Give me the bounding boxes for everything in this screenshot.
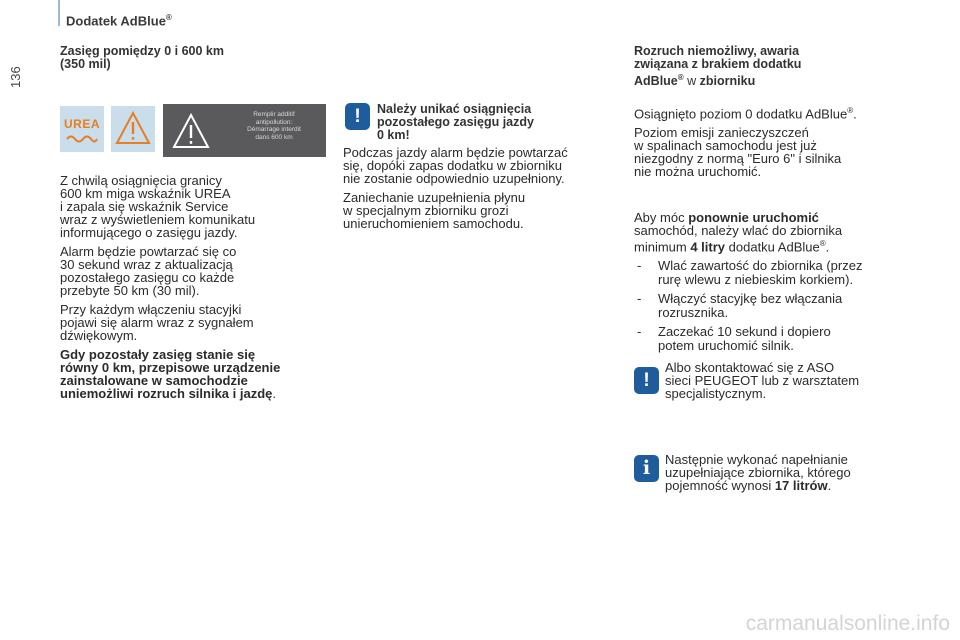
- urea-indicator-tile: [60, 106, 104, 152]
- col2-paragraph-2: Zaniechanie uzupełnienia płynu w specjalnym zbiorniku grozi unieruchomieniem samochodu.: [343, 190, 526, 231]
- col3-paragraph-1: Osiągnięto poziom 0 dodatku AdBlue®.: [634, 106, 857, 122]
- col2-paragraph-1: Podczas jazdy alarm będzie powtarzać się, dopóki zapas dodatku w zbiorniku nie zostanie odpowiednio uzupełniony.: [343, 145, 568, 186]
- dashboard-screen-display: [163, 104, 326, 157]
- screen-message: Remplir additif antipollution: Démarrage interdit dans 600 km: [247, 111, 301, 141]
- warning-triangle-icon: [115, 110, 151, 146]
- list-item: - Zaczekać 10 sekund i dopiero potem uruchomić silnik.: [634, 325, 914, 352]
- section-title-no-start: Rozruch niemożliwy, awaria związana z brakiem dodatku AdBlue® w zbiorniku: [634, 44, 802, 89]
- urea-label: UREA: [63, 117, 100, 131]
- header-title-reg: ®: [165, 13, 172, 22]
- urea-wave-icon: [66, 134, 98, 144]
- page-number: 136: [8, 66, 23, 88]
- col1-bold-paragraph: Gdy pozostały zasięg stanie się równy 0 km, przepisowe urządzenie zainstalowane w samochodzie uniemożliwi rozruch silnika i jazdę.: [60, 347, 281, 401]
- list-item: - Włączyć stacyjkę bez włączania rozrusznika.: [634, 292, 914, 319]
- warning-title: Należy unikać osiągnięcia pozostałego zasięgu jazdy 0 km!: [377, 102, 534, 142]
- col3-paragraph-2: Poziom emisji zanieczyszczeń w spalinach samochodu jest już niezgodny z normą "Euro 6" i silnika nie można uruchomić.: [634, 125, 842, 180]
- warning-exclamation-icon-2: !: [634, 367, 659, 394]
- contact-dealer-note: Albo skontaktować się z ASO sieci PEUGEOT lub z warsztatem specjalistycznym.: [665, 360, 860, 401]
- header-accent-bar: [58, 0, 60, 26]
- col1-paragraph-2: Alarm będzie powtarzać się co 30 sekund wraz z aktualizacją pozostałego zasięgu co każde przebyte 50 km (30 mil).: [60, 244, 237, 298]
- col3-body-top: [634, 104, 914, 184]
- list-item: - Wlać zawartość do zbiornika (przez rurę wlewu z niebieskim korkiem).: [634, 259, 914, 286]
- service-warning-tile: [111, 106, 155, 152]
- refill-info-note: Następnie wykonać napełnianie uzupełniające zbiornika, którego pojemność wynosi 17 litrów.: [665, 452, 851, 493]
- warning-exclamation-icon: !: [345, 103, 370, 130]
- section-title-range: Zasięg pomiędzy 0 i 600 km (350 mil): [60, 44, 224, 71]
- col1-body: [60, 174, 322, 406]
- restart-steps-list: [634, 259, 914, 352]
- page-header: [66, 13, 172, 28]
- watermark: carmanualsonline.info: [745, 612, 950, 635]
- info-icon: i: [634, 455, 659, 482]
- col1-paragraph-1: Z chwilą osiągnięcia granicy 600 km miga wskaźnik UREA i zapala się wskaźnik Service wraz z wyświetleniem komunikatu informującego o zasięgu jazdy.: [60, 173, 256, 240]
- col3-body-restart: [634, 211, 914, 358]
- col1-paragraph-3: Przy każdym włączeniu stacyjki pojawi się alarm wraz z sygnałem dźwiękowym.: [60, 302, 254, 343]
- header-title: Dodatek AdBlue: [66, 13, 166, 29]
- col2-body: [343, 146, 628, 236]
- col3-paragraph-3: Aby móc ponownie uruchomić samochód, należy wlać do zbiornika minimum 4 litry dodatku AdBlue®.: [634, 210, 843, 255]
- screen-warning-icon: [171, 112, 211, 150]
